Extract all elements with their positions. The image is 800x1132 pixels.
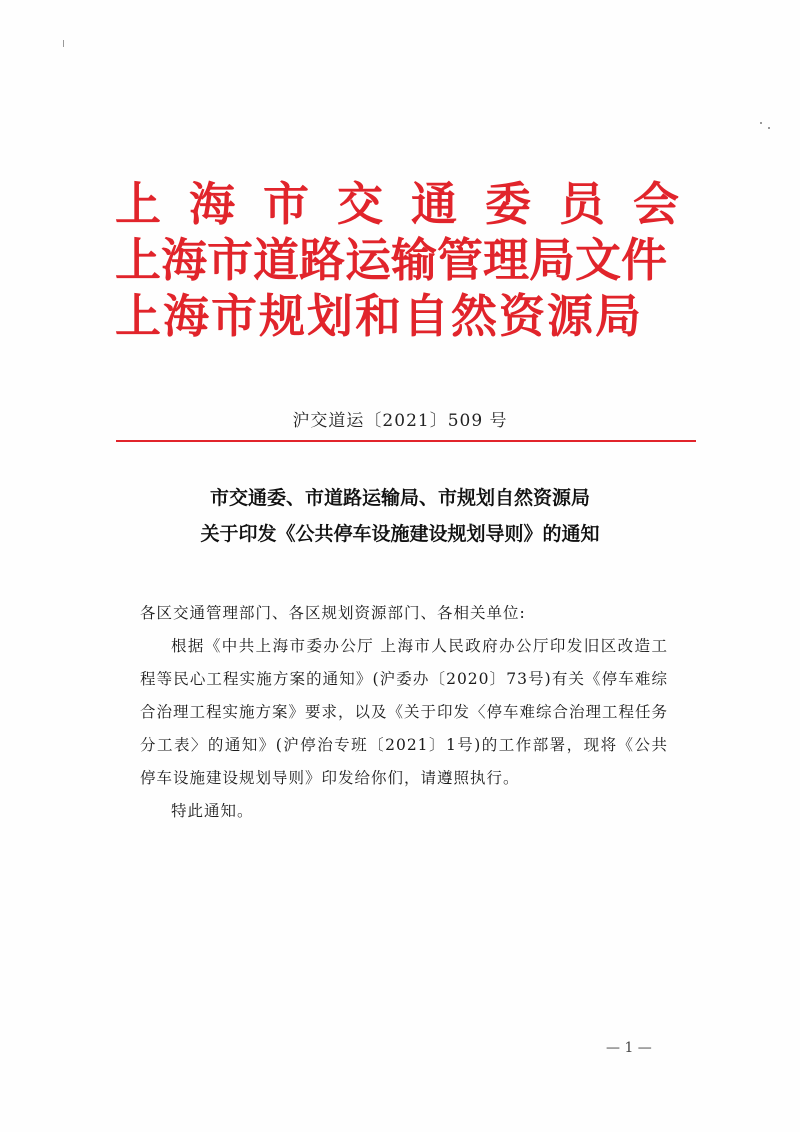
header-line-transport-commission: 上海市交通委员会 xyxy=(115,177,707,231)
red-separator-line xyxy=(116,440,696,442)
header-line-road-transport-bureau: 上海市道路运输管理局文件 xyxy=(115,233,667,287)
closing-line: 特此通知。 xyxy=(171,802,254,820)
notice-body xyxy=(140,597,668,828)
scan-speck xyxy=(63,40,64,47)
document-number: 沪交道运〔2021〕509 号 xyxy=(292,411,508,431)
title-line-2: 关于印发《公共停车设施建设规划导则》的通知 xyxy=(200,523,600,545)
notice-title xyxy=(0,480,800,552)
salutation: 各区交通管理部门、各区规划资源部门、各相关单位: xyxy=(140,604,526,622)
scan-speck xyxy=(768,127,770,129)
title-line-1: 市交通委、市道路运输局、市规划自然资源局 xyxy=(209,487,590,509)
page-number: — 1 — xyxy=(606,1040,652,1056)
header-line-planning-bureau: 上海市规划和自然资源局 xyxy=(115,289,643,343)
body-paragraph: 根据《中共上海市委办公厅 上海市人民政府办公厅印发旧区改造工程等民心工程实施方案的通知》(沪委办〔2020〕73号)有关《停车难综合治理工程实施方案》要求，以及《关于印发〈停车难综合治理工程任务分工表〉的通知》(沪停治专班〔2021〕1号)的工作部署，现将《公共停车设施建设规划导则》印发给你们，请遵照执行。 xyxy=(140,637,669,787)
scan-speck xyxy=(760,122,762,124)
issuing-authorities-header xyxy=(115,176,755,344)
